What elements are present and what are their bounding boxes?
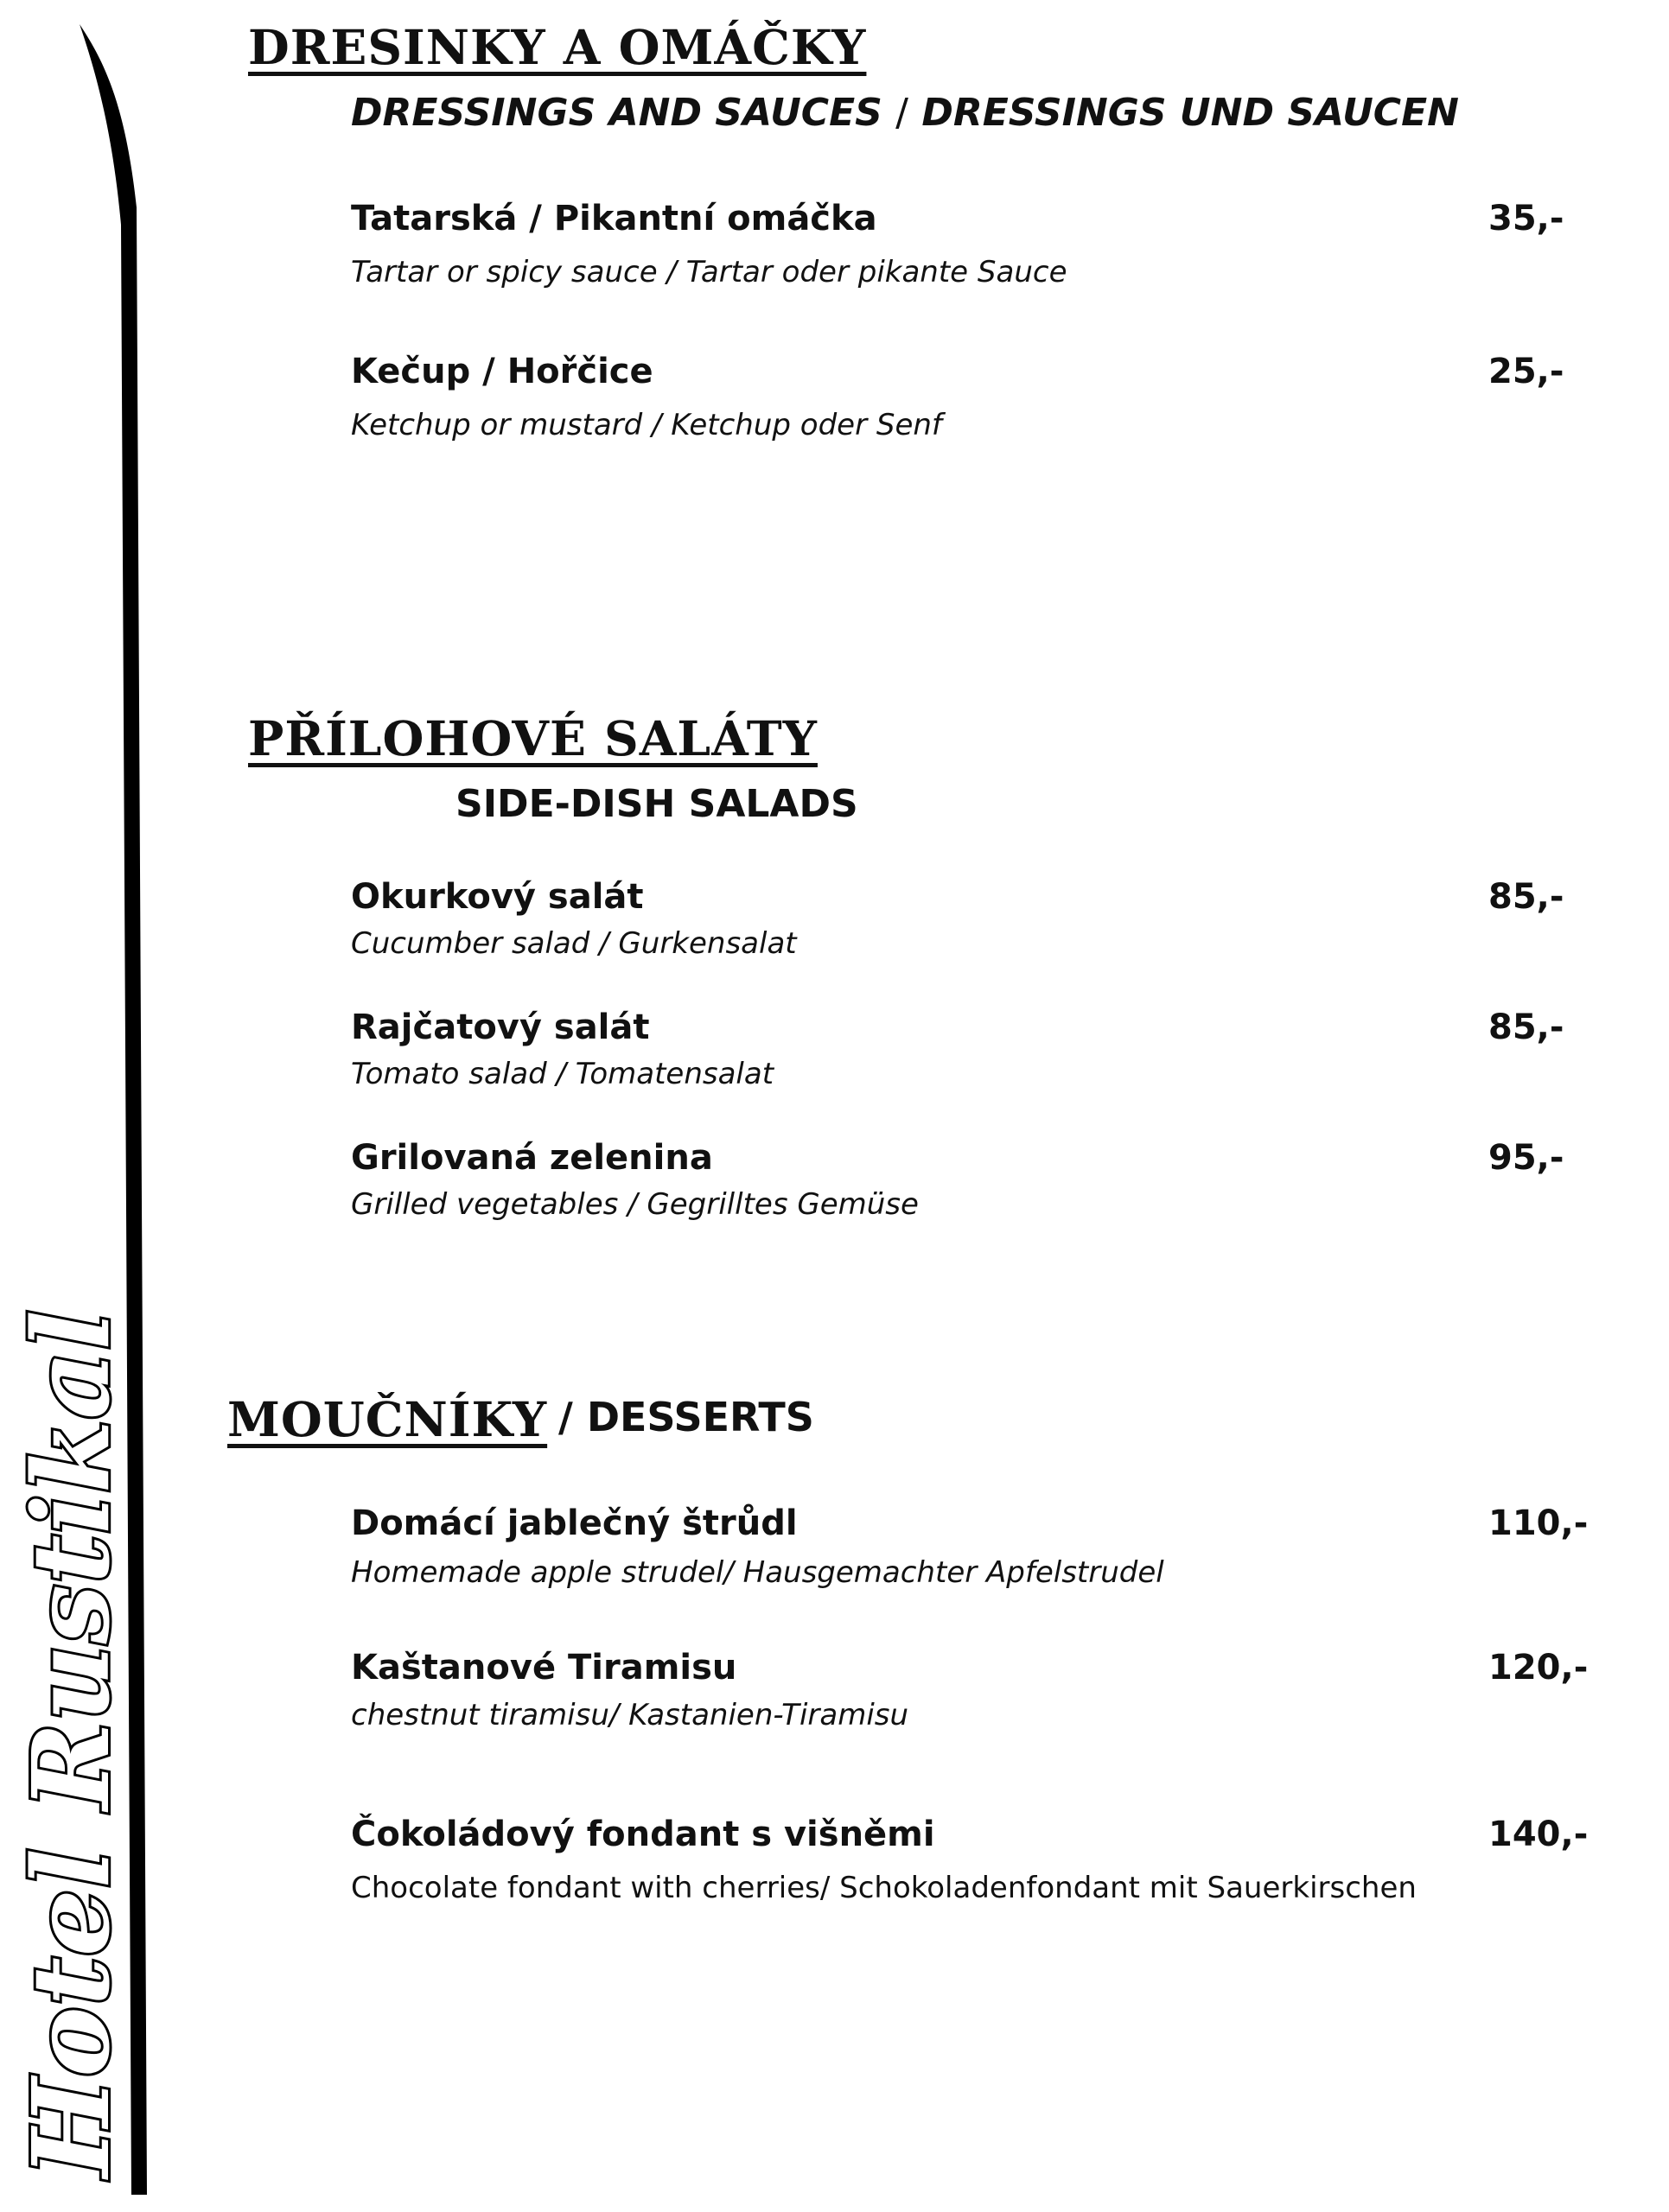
menu-item-price: 25,- <box>1488 352 1564 391</box>
menu-item-price: 110,- <box>1488 1503 1589 1543</box>
menu-item-description: Tomato salad / Tomatensalat <box>351 1057 774 1091</box>
hotel-logo <box>0 0 182 2212</box>
hotel-name: Hotel Rustikal <box>9 1309 133 2177</box>
menu-item-name: Čokoládový fondant s višněmi <box>351 1815 935 1854</box>
menu-item-price: 35,- <box>1488 199 1564 238</box>
menu-item-description: Tartar or spicy sauce / Tartar oder pikante Sauce <box>351 255 1067 289</box>
menu-item-price: 95,- <box>1488 1138 1564 1178</box>
menu-item-name: Rajčatový salát <box>351 1007 650 1047</box>
section-title-salads: PŘÍLOHOVÉ SALÁTY <box>248 710 818 766</box>
menu-item-description: Homemade apple strudel/ Hausgemachter Apfelstrudel <box>351 1555 1164 1590</box>
menu-item-price: 85,- <box>1488 1007 1564 1047</box>
menu-item-name: Kečup / Hořčice <box>351 352 653 391</box>
menu-item-price: 85,- <box>1488 877 1564 917</box>
menu-item-description: Grilled vegetables / Gegrilltes Gemüse <box>351 1187 919 1222</box>
menu-item-name: Okurkový salát <box>351 877 644 917</box>
section-title-desserts: MOUČNÍKY <box>227 1391 548 1447</box>
menu-item-description: Chocolate fondant with cherries/ Schokoladenfondant mit Sauerkirschen <box>351 1871 1417 1905</box>
section-subtitle-dressings: DRESSINGS AND SAUCES / DRESSINGS UND SAUCEN <box>351 91 1459 135</box>
menu-item-description: Ketchup or mustard / Ketchup oder Senf <box>351 408 942 442</box>
menu-item-name: Kaštanové Tiramisu <box>351 1648 737 1688</box>
menu-item-name: Domácí jablečný štrůdl <box>351 1503 798 1543</box>
menu-item-description: Cucumber salad / Gurkensalat <box>351 926 797 961</box>
section-title-dressings: DRESINKY A OMÁČKY <box>248 19 867 75</box>
section-subtitle-desserts: / DESSERTS <box>558 1394 814 1440</box>
menu-item-name: Grilovaná zelenina <box>351 1138 713 1178</box>
menu-item-name: Tatarská / Pikantní omáčka <box>351 199 877 238</box>
menu-item-description: chestnut tiramisu/ Kastanien-Tiramisu <box>351 1698 909 1732</box>
menu-item-price: 120,- <box>1488 1648 1589 1688</box>
menu-item-price: 140,- <box>1488 1815 1589 1854</box>
section-subtitle-salads: SIDE-DISH SALADS <box>455 782 858 826</box>
